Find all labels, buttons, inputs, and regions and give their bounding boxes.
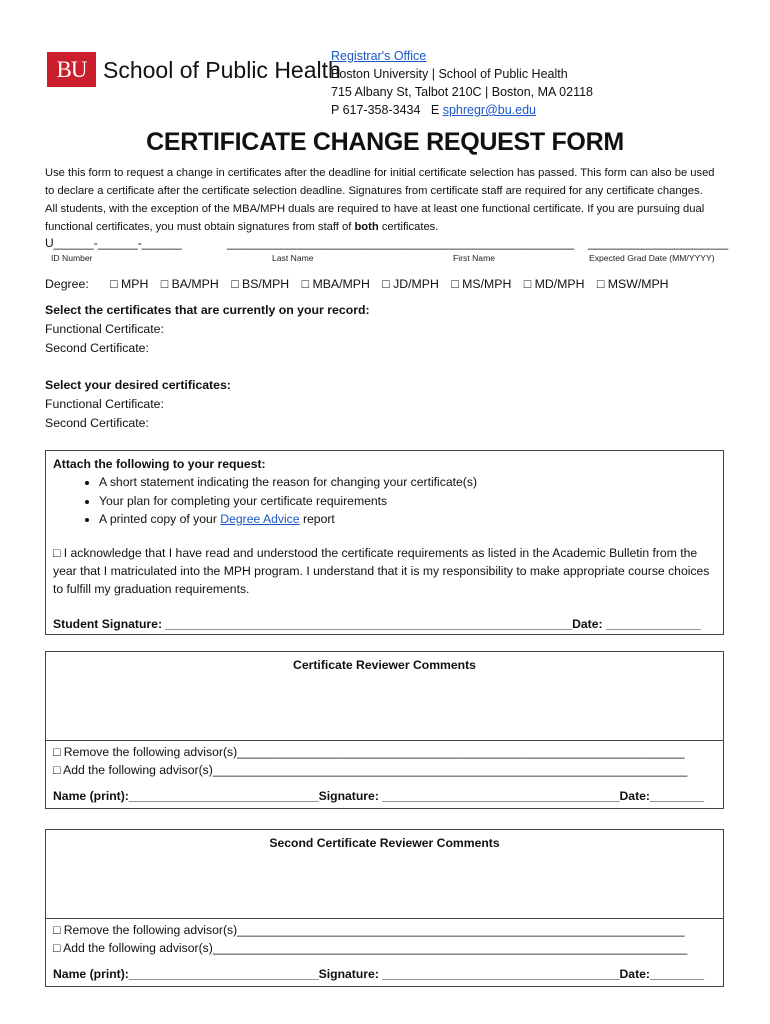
reviewer-1-remove-advisor[interactable]: □ Remove the following advisor(s)__________________________________________________________________: [53, 745, 685, 759]
degree-row: [45, 277, 678, 291]
contact-line-3: [331, 101, 593, 119]
reviewer-1-name-signature-line[interactable]: Name (print):____________________________Signature: ___________________________________Date:________: [53, 789, 705, 803]
desired-second-field[interactable]: Second Certificate:: [45, 416, 149, 430]
desired-certificates-section: [45, 376, 231, 433]
current-functional-field[interactable]: Functional Certificate:: [45, 322, 164, 336]
last-name-label: Last Name: [272, 253, 314, 263]
contact-line-1: Boston University | School of Public Health: [331, 67, 568, 81]
registrar-contact-block: [331, 47, 593, 119]
contact-line-2: 715 Albany St, Talbot 210C | Boston, MA 02118: [331, 85, 593, 99]
degree-option-msw-mph[interactable]: □ MSW/MPH: [596, 277, 669, 291]
reviewer-1-box: [45, 651, 724, 809]
attach-item: • A short statement indicating the reason for changing your certificate(s): [99, 473, 716, 492]
form-title: CERTIFICATE CHANGE REQUEST FORM: [146, 128, 624, 156]
attach-item: • Your plan for completing your certificate requirements: [99, 492, 716, 511]
degree-option-md-mph[interactable]: □ MD/MPH: [523, 277, 585, 291]
desired-functional-field[interactable]: Functional Certificate:: [45, 397, 164, 411]
intro-bold: both: [354, 221, 379, 233]
student-signature-line[interactable]: Student Signature: ____________________________________________________________Date: ______________: [53, 616, 701, 631]
reviewer-1-divider: [46, 740, 723, 741]
degree-option-mph[interactable]: □ MPH: [110, 277, 149, 291]
attach-item-text: A printed copy of your: [99, 512, 217, 526]
degree-option-mba-mph[interactable]: □ MBA/MPH: [301, 277, 370, 291]
email-link[interactable]: sphregr@bu.edu: [442, 103, 536, 117]
reviewer-2-title: Second Certificate Reviewer Comments: [269, 836, 500, 850]
registrars-office-link[interactable]: Registrar's Office: [331, 49, 427, 63]
reviewer-2-add-advisor[interactable]: □ Add the following advisor(s)______________________________________________________________________: [53, 941, 688, 955]
bu-logo-mark: BU: [47, 52, 96, 87]
degree-option-jd-mph[interactable]: □ JD/MPH: [382, 277, 439, 291]
intro-tail: certificates.: [381, 221, 439, 233]
first-name-label: First Name: [453, 253, 496, 263]
degree-option-bs-mph[interactable]: □ BS/MPH: [231, 277, 290, 291]
current-heading: Select the certificates that are currently on your record:: [45, 303, 370, 317]
degree-label: Degree:: [45, 277, 89, 291]
reviewer-2-box: [45, 829, 724, 987]
grad-date-label: Expected Grad Date (MM/YYYY): [589, 253, 715, 263]
attach-box: [45, 450, 724, 635]
id-number-label: ID Number: [51, 253, 93, 263]
email-prefix: E: [430, 103, 440, 117]
degree-option-ba-mph[interactable]: □ BA/MPH: [160, 277, 219, 291]
intro-paragraph: [45, 164, 717, 236]
degree-option-ms-mph[interactable]: □ MS/MPH: [451, 277, 512, 291]
reviewer-1-add-advisor[interactable]: □ Add the following advisor(s)______________________________________________________________________: [53, 763, 688, 777]
id-number-field[interactable]: U______-______-______: [45, 236, 182, 250]
attach-item: [99, 510, 716, 529]
degree-advice-link[interactable]: Degree Advice: [220, 512, 300, 526]
school-name-logo: School of Public Health: [103, 57, 341, 83]
attach-list: [53, 473, 716, 529]
current-certificates-section: [45, 301, 370, 358]
phone-text: P 617-358-3434: [331, 103, 421, 117]
attach-heading: Attach the following to your request:: [53, 457, 266, 471]
acknowledge-checkbox[interactable]: □ I acknowledge that I have read and understood the certificate requirements as listed in the Academic Bulletin from the year that I matriculated into the MPH program. I understand that it is my responsibility to make appropriate course choices to fulfill my graduation requirements.: [53, 545, 710, 596]
grad-date-field[interactable]: _____________________: [588, 236, 729, 250]
current-second-field[interactable]: Second Certificate:: [45, 341, 149, 355]
desired-heading: Select your desired certificates:: [45, 378, 231, 392]
reviewer-2-name-signature-line[interactable]: Name (print):____________________________Signature: ___________________________________Date:________: [53, 967, 705, 981]
reviewer-2-remove-advisor[interactable]: □ Remove the following advisor(s)__________________________________________________________________: [53, 923, 685, 937]
reviewer-1-title: Certificate Reviewer Comments: [293, 658, 476, 672]
attach-item-tail: report: [302, 512, 335, 526]
reviewer-2-divider: [46, 918, 723, 919]
intro-text: Use this form to request a change in certificates after the deadline for initial certificate selection has passed. This form can also be used to declare a certificate after the certificate selection deadline. Signatures from certificate staff are required for any certificate changes. All students, with the exception of the MBA/MPH duals are required to have at least one functional certificate. If you are pursuing dual functional certificates, you must obtain signatures from staff of: [45, 167, 715, 233]
name-field[interactable]: ____________________________________________________: [227, 236, 575, 250]
